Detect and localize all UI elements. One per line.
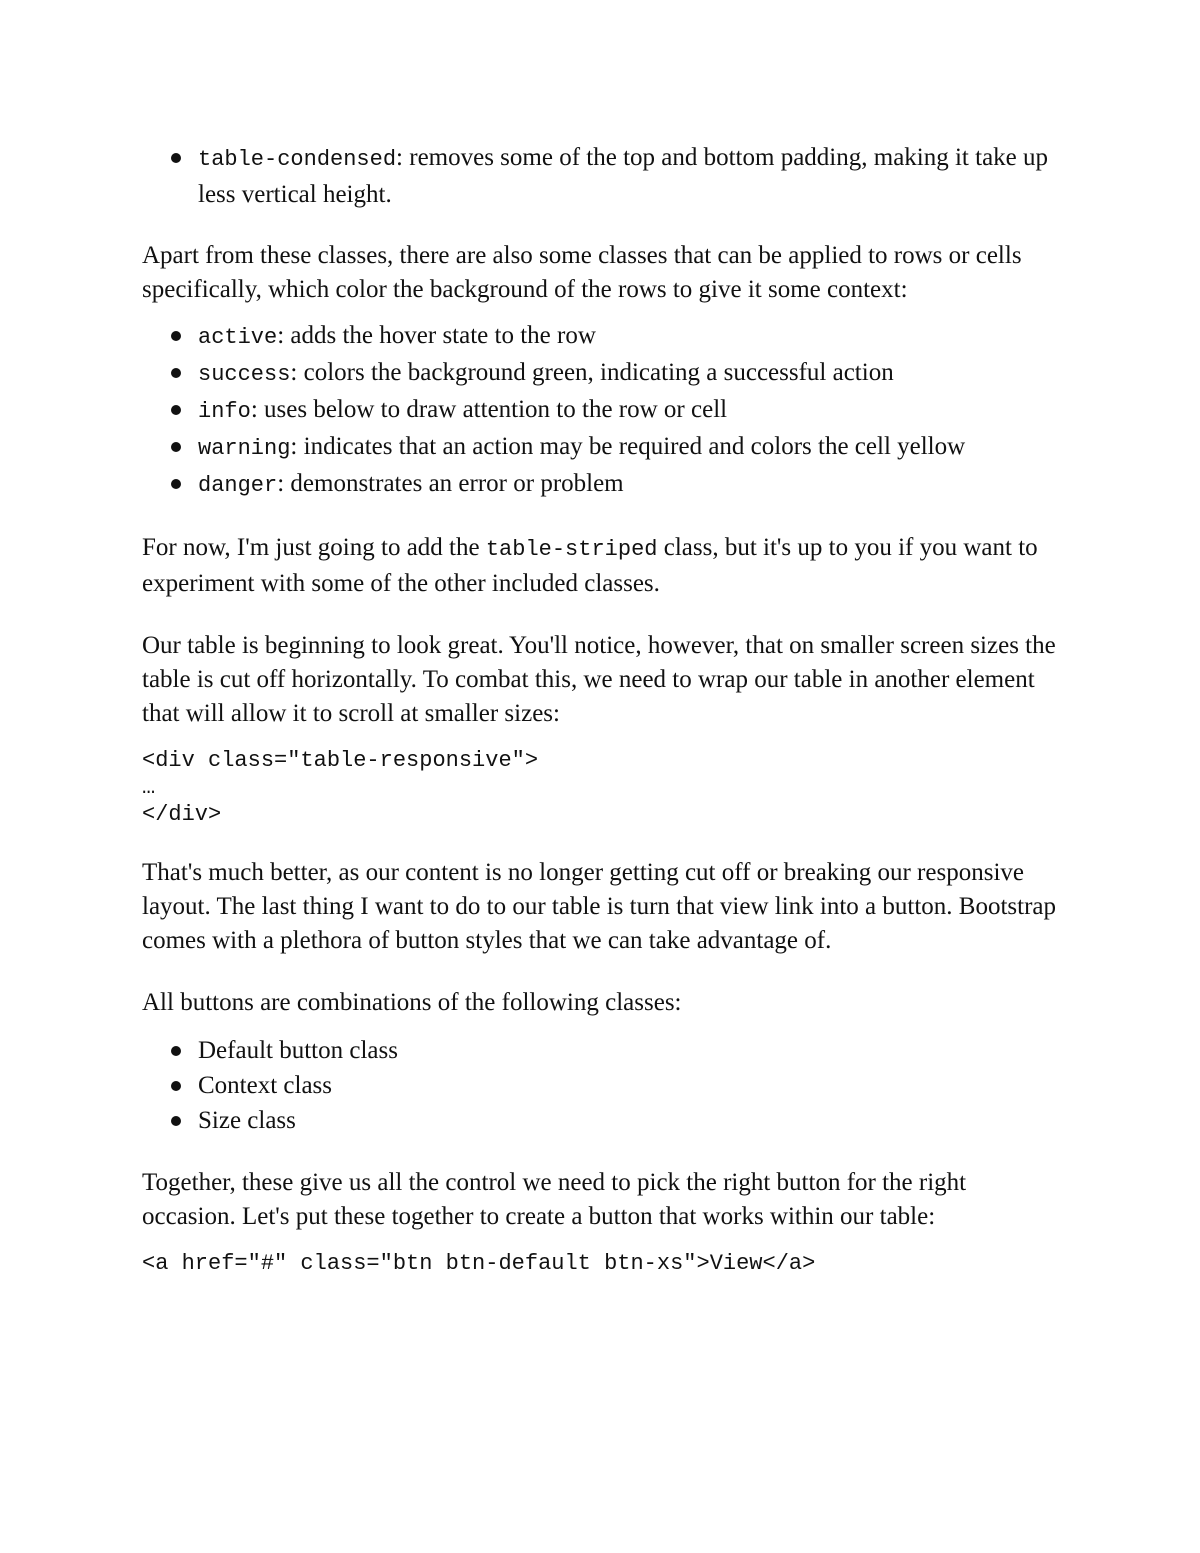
list-item-text: : removes some of the top and bottom padding, making it take up less vertical height. [198, 144, 1049, 208]
inline-code: active [198, 325, 278, 350]
code-line: … [142, 775, 156, 800]
paragraph-striped [142, 531, 1062, 601]
list-item-text: : uses below to draw attention to the row or cell [250, 396, 728, 423]
inline-code: table-striped [485, 537, 658, 562]
inline-code: warning [198, 436, 291, 461]
context-class-list [142, 318, 1062, 503]
paragraph-context: Apart from these classes, there are also some classes that can be applied to rows or cells specifically, which color the background of the rows to give it some context: [142, 242, 1022, 303]
list-item: Context class [198, 1068, 1062, 1103]
paragraph-buttons: All buttons are combinations of the following classes: [142, 989, 682, 1016]
list-item-text: : adds the hover state to the row [277, 322, 596, 349]
list-item [198, 355, 1062, 392]
list-item [198, 466, 1062, 503]
list-item: Default button class [198, 1033, 1062, 1068]
paragraph-better: That's much better, as our content is no longer getting cut off or breaking our responsive layout. The last thing I want to do to our table is turn that view link into a button. Bootstrap comes with a plethora of button styles that we can take advantage of. [142, 859, 1057, 954]
code-block-responsive [142, 747, 1062, 828]
condensed-list [142, 140, 1062, 212]
list-item-text: : indicates that an action may be required and colors the cell yellow [290, 433, 966, 460]
inline-code: table-condensed [198, 147, 397, 172]
code-line: </div> [142, 802, 222, 827]
inline-code: info [198, 399, 251, 424]
list-item [198, 429, 1062, 466]
button-class-list [142, 1033, 1062, 1138]
document-page [142, 140, 1062, 1277]
inline-code: danger [198, 473, 278, 498]
code-block-button: <a href="#" class="btn btn-default btn-xs">View</a> [142, 1251, 816, 1276]
list-item [198, 392, 1062, 429]
paragraph-together: Together, these give us all the control we need to pick the right button for the right occasion. Let's put these together to create a button that works within our table: [142, 1169, 967, 1230]
list-item-text: : colors the background green, indicating a successful action [290, 359, 894, 386]
paragraph-text: class, but it's up to you if you want to experiment with some of the other included classes. [142, 534, 1038, 597]
list-item-text: : demonstrates an error or problem [277, 470, 624, 497]
list-item [198, 140, 1062, 212]
code-line: <div class="table-responsive"> [142, 748, 539, 773]
paragraph-text: For now, I'm just going to add the [142, 534, 486, 561]
list-item [198, 318, 1062, 355]
paragraph-responsive: Our table is beginning to look great. You'll notice, however, that on smaller screen sizes the table is cut off horizontally. To combat this, we need to wrap our table in another element that will allow it to scroll at smaller sizes: [142, 632, 1056, 727]
list-item: Size class [198, 1103, 1062, 1138]
inline-code: success [198, 362, 291, 387]
